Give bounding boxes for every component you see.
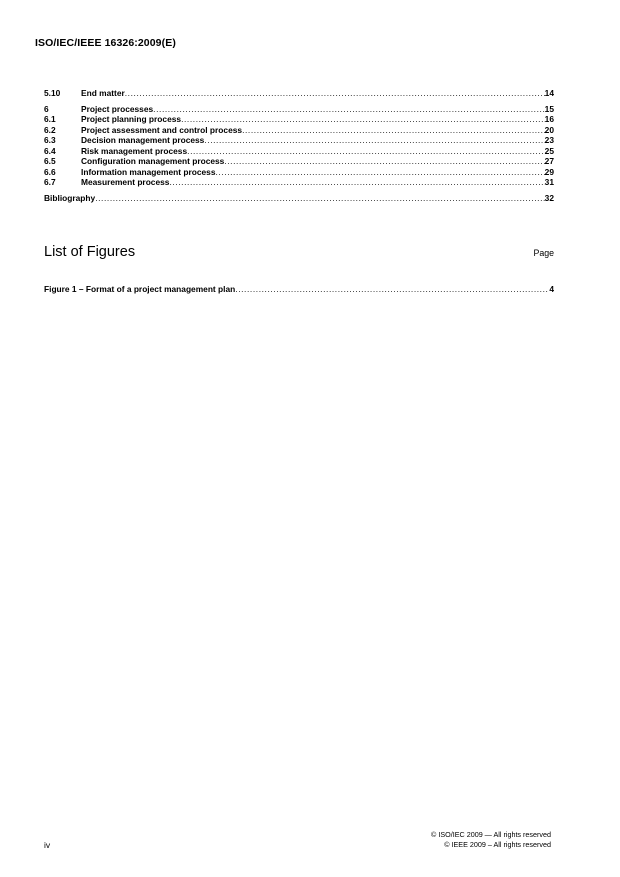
- toc-entry-number: 6.4: [44, 145, 56, 156]
- toc-entry[interactable]: [44, 167, 554, 178]
- toc-entry-page: 29: [544, 166, 554, 177]
- copyright-ieee: © IEEE 2009 – All rights reserved: [444, 839, 551, 849]
- toc-entry[interactable]: [44, 104, 554, 115]
- figure-entry-title: Figure 1 – Format of a project management plan: [44, 284, 236, 294]
- copyright-notice: [431, 830, 551, 849]
- table-of-contents: [44, 88, 554, 203]
- toc-entry-number: 6.6: [44, 166, 56, 177]
- toc-entry-page: 27: [544, 156, 554, 166]
- toc-entry-page: 14: [544, 88, 554, 98]
- toc-entry-title: Project planning process: [81, 114, 182, 124]
- dot-leader: [216, 167, 545, 178]
- figure-entry-page: 4: [549, 284, 554, 294]
- page-column-label: Page: [533, 248, 554, 258]
- toc-entry-title: Measurement process: [81, 177, 170, 187]
- toc-entry-page: 16: [544, 114, 554, 124]
- dot-leader: [181, 114, 545, 125]
- list-of-figures-heading: List of Figures: [44, 244, 136, 260]
- toc-entry[interactable]: [44, 156, 554, 167]
- toc-entry-page: 31: [544, 177, 554, 187]
- toc-entry-title: Information management process: [81, 166, 216, 177]
- toc-entry-page: 32: [544, 192, 554, 203]
- dot-leader: [204, 135, 544, 146]
- toc-entry-title: Project processes: [81, 103, 154, 114]
- toc-entry[interactable]: [44, 135, 554, 146]
- toc-entry-title: End matter: [81, 88, 125, 98]
- dot-leader: [187, 146, 545, 157]
- toc-entry-page: 23: [544, 135, 554, 145]
- dot-leader: [224, 156, 544, 167]
- figure-entry[interactable]: [44, 284, 554, 295]
- list-of-figures-heading-row: [44, 244, 554, 260]
- dot-leader: [169, 177, 544, 188]
- dot-leader: [235, 284, 549, 295]
- toc-entry-title: Decision management process: [81, 135, 205, 145]
- toc-entry-page: 15: [544, 103, 554, 114]
- toc-entry-number: 6.1: [44, 114, 56, 124]
- toc-entry-page: 25: [544, 145, 554, 156]
- toc-entry-number: 6.7: [44, 177, 56, 187]
- toc-entry-page: 20: [544, 124, 554, 135]
- dot-leader: [242, 125, 545, 136]
- dot-leader: [153, 104, 545, 115]
- toc-entry-title: Configuration management process: [81, 156, 225, 166]
- toc-entry-number: 6.2: [44, 124, 56, 135]
- copyright-iso: © ISO/IEC 2009 — All rights reserved: [431, 830, 551, 839]
- toc-entry[interactable]: [44, 114, 554, 125]
- toc-entry-title: Project assessment and control process: [81, 124, 243, 135]
- toc-entry-title: Risk management process: [81, 145, 188, 156]
- document-id-header: ISO/IEC/IEEE 16326:2009(E): [35, 37, 176, 49]
- toc-entry[interactable]: [44, 88, 554, 99]
- toc-entry-number: 6: [44, 103, 49, 114]
- toc-entry-title: Bibliography: [44, 192, 96, 203]
- toc-entry[interactable]: [44, 125, 554, 136]
- toc-entry[interactable]: [44, 146, 554, 157]
- dot-leader: [95, 193, 544, 204]
- list-of-figures: [44, 284, 554, 295]
- toc-entry[interactable]: [44, 177, 554, 188]
- toc-entry-number: 6.5: [44, 156, 56, 166]
- dot-leader: [125, 88, 545, 99]
- page-number: iv: [44, 840, 51, 850]
- toc-entry-number: 6.3: [44, 135, 56, 145]
- toc-entry[interactable]: [44, 193, 554, 204]
- toc-entry-number: 5.10: [44, 88, 61, 98]
